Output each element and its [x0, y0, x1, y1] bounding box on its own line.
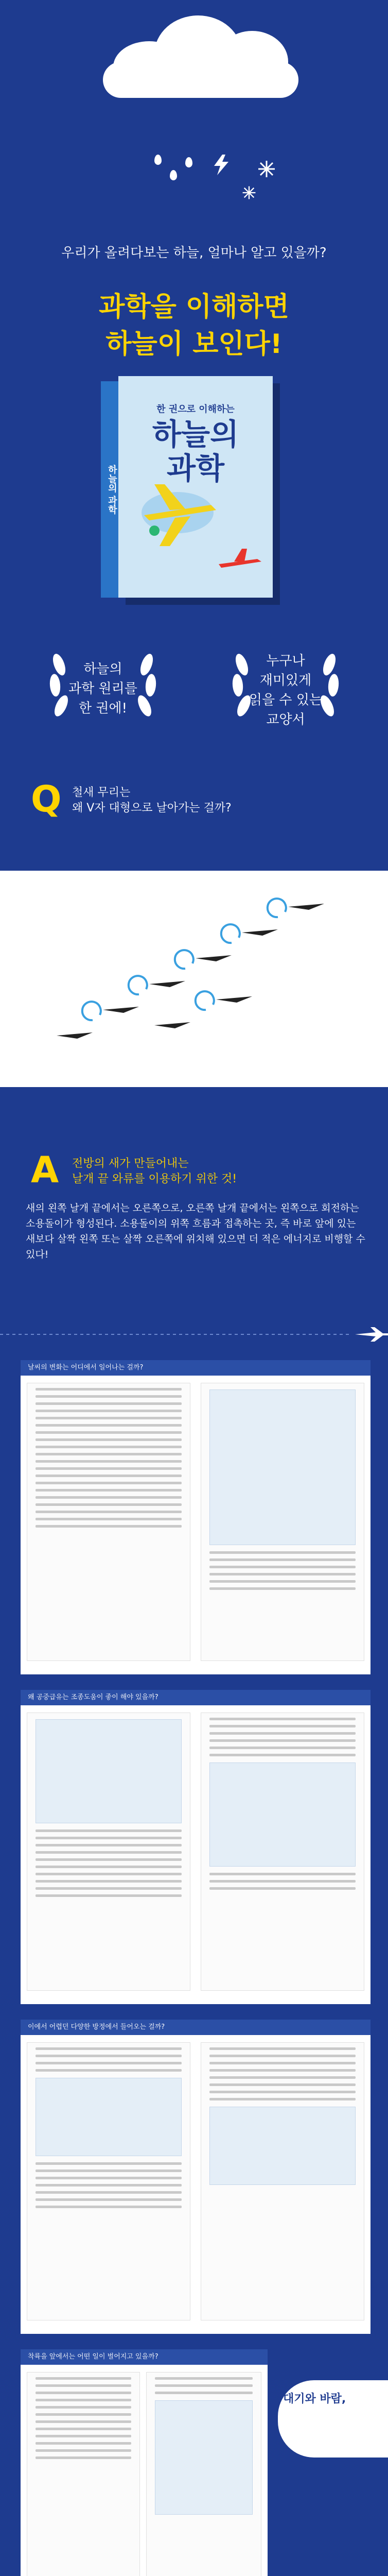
- laurel-badge-2: [226, 634, 345, 732]
- preview-right-page: [146, 2372, 261, 2576]
- snowflake-icon: [257, 160, 276, 178]
- snowflake-icon: [242, 185, 256, 200]
- headline-line1: 과학을 이해하면: [99, 292, 289, 323]
- preview-right-page: [201, 1383, 364, 1661]
- page-preview-1: [21, 1360, 371, 1674]
- preview-right-page: [201, 2042, 364, 2320]
- q-letter: Q: [31, 778, 62, 820]
- preview-label: 왜 공중급유는 조종도움이 좋이 해야 있을까?: [21, 1690, 371, 1705]
- preview-label: 착륙을 앞에서는 어떤 일이 벌어지고 있을까?: [21, 2349, 268, 2365]
- laurel-badge-2-text: [226, 651, 345, 730]
- birds-diagram: [0, 871, 388, 1087]
- preview-left-page: [27, 1383, 190, 1661]
- book-spine: 하늘의 과학: [101, 381, 118, 598]
- red-airplane-illustration: [0, 2566, 388, 2576]
- raindrop-icon: [185, 157, 192, 167]
- book-title-line1: 하늘의: [152, 417, 239, 452]
- side-note: [283, 2391, 386, 2408]
- badge-line: 과학 원리를: [68, 681, 137, 697]
- badge-line: 하늘의: [83, 662, 122, 677]
- preview-label: 날씨의 변화는 어디에서 일어나는 걸까?: [21, 1360, 371, 1376]
- birds-v-formation-illustration: [0, 871, 388, 1087]
- preview-left-page: [27, 2042, 190, 2320]
- q-line: 왜 V자 대형으로 날아가는 걸까?: [72, 802, 232, 815]
- raindrop-icon: [170, 170, 177, 180]
- lightning-icon: [211, 155, 232, 175]
- answer-heading: [72, 1156, 237, 1187]
- book-cover: [107, 376, 273, 598]
- airplane-icon: [355, 1327, 388, 1342]
- badge-line: 재미있게: [259, 673, 312, 688]
- laurel-badge-1-text: [44, 659, 162, 718]
- page-preview-3: [21, 2020, 371, 2334]
- badge-line: 교양서: [266, 712, 305, 727]
- q-text: [72, 785, 232, 816]
- answer-body: 새의 왼쪽 날개 끝에서는 오른쪽으로, 오른쪽 날개 끝에서는 왼쪽으로 회전하는 소용돌이가 형성된다. 소용돌이의 위쪽 흐름과 접촉하는 곳, 즉 바로 앞에 있는 새보다 살짝 왼쪽 또는 살짝 오른쪽에 위치해 있으면 더 적은 에너지로 비행할 수 있다!: [26, 1202, 365, 1260]
- badge-line: 한 권에!: [78, 701, 128, 716]
- answer-heading-line: 전방의 새가 만들어내는: [72, 1157, 189, 1170]
- answer-heading-line: 날개 끝 와류를 이용하기 위한 것!: [72, 1173, 237, 1185]
- badge-line: 읽을 수 있는: [249, 692, 323, 708]
- a-letter: A: [31, 1149, 59, 1191]
- raindrop-icon: [154, 155, 162, 165]
- side-note-line: 대기와 바람,: [283, 2393, 346, 2405]
- badge-line: 누구나: [266, 653, 305, 669]
- preview-right-page: [201, 1713, 364, 1991]
- headline: [0, 289, 388, 363]
- intro-question: 우리가 올려다보는 하늘, 얼마나 알고 있을까?: [61, 245, 327, 261]
- weather-icons: [149, 155, 293, 211]
- headline-line2: 하늘이 보인다!: [105, 329, 283, 360]
- divider-plane: [0, 1324, 388, 1345]
- book-subtitle: 한 권으로 이해하는: [156, 404, 235, 415]
- page-preview-4: [21, 2349, 268, 2576]
- preview-left-page: [27, 1713, 190, 1991]
- side-cloud: [268, 2370, 388, 2463]
- book-title-line2: 과학: [166, 451, 225, 486]
- preview-left-page: [27, 2372, 140, 2576]
- airplane-illustration: [134, 469, 221, 556]
- top-cloud-illustration: [93, 5, 309, 103]
- red-plane-icon: [216, 546, 262, 577]
- laurel-badge-1: [44, 634, 162, 732]
- page-preview-2: [21, 1690, 371, 2004]
- q-line: 철새 무리는: [72, 786, 131, 799]
- preview-label: 이에서 어렵던 다양한 방정에서 들어오는 걸까?: [21, 2020, 371, 2035]
